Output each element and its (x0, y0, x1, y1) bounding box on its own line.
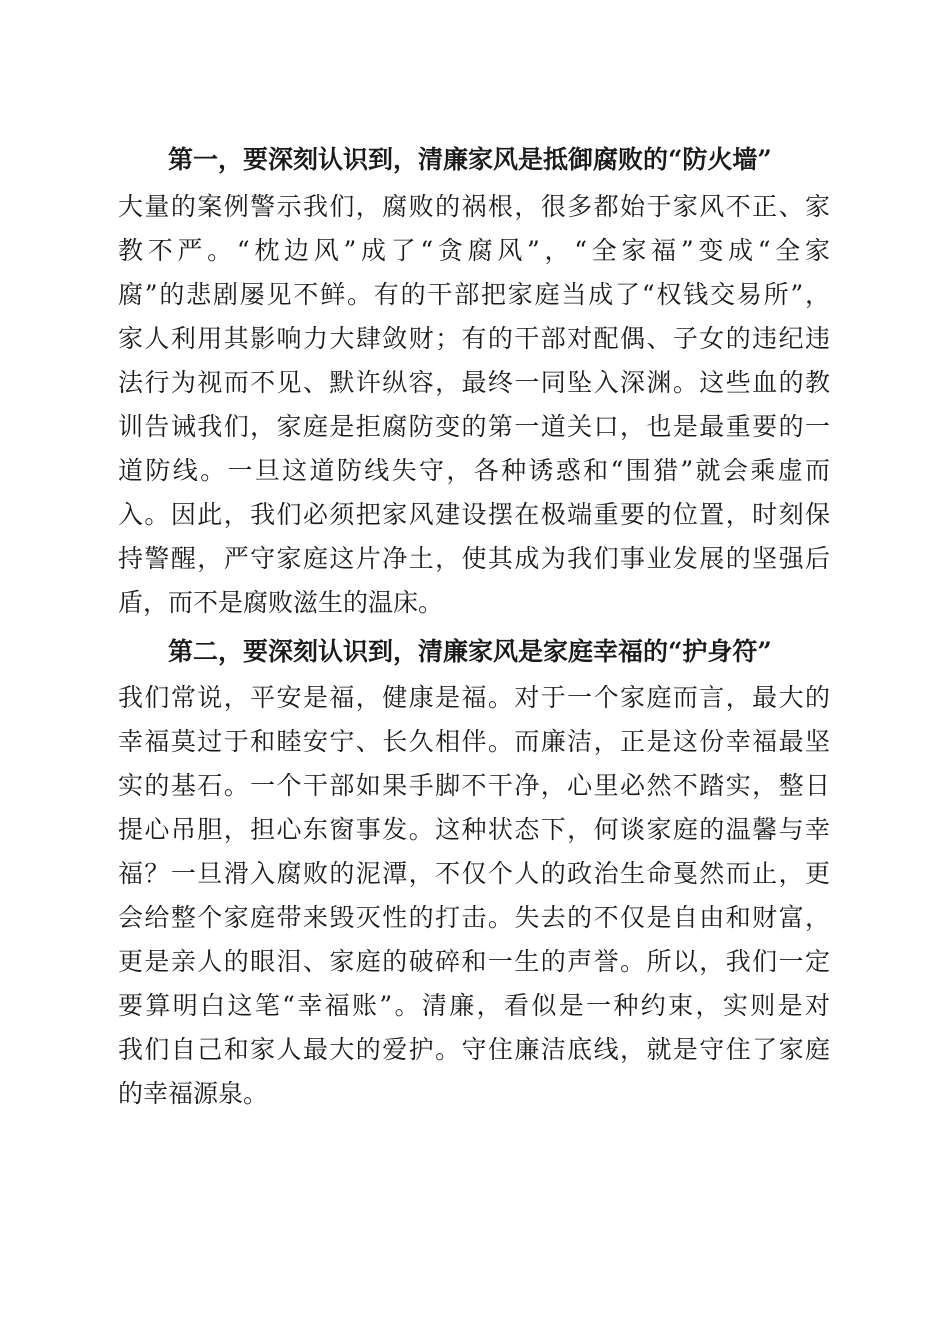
paragraph-line: 要算明白这笔“幸福账”。清廉，看似是一种约束，实则是对 (118, 991, 830, 1020)
paragraph-line: 家人利用其影响力大肆敛财；有的干部对配偶、子女的违纪违 (118, 324, 830, 353)
paragraph-line: 幸福莫过于和睦安宁、长久相伴。而廉洁，正是这份幸福最坚 (118, 727, 830, 756)
section-heading-2: 第二，要深刻认识到，清廉家风是家庭幸福的“护身符” (168, 637, 772, 666)
paragraph-line: 福？一旦滑入腐败的泥潭，不仅个人的政治生命戛然而止，更 (118, 859, 830, 888)
paragraph-line: 会给整个家庭带来毁灭性的打击。失去的不仅是自由和财富， (118, 903, 830, 932)
paragraph-line: 道防线。一旦这道防线失守，各种诱惑和“围猎”就会乘虚而 (118, 456, 830, 485)
section-heading-1: 第一，要深刻认识到，清廉家风是抵御腐败的“防火墙” (168, 145, 772, 174)
paragraph-line: 教不严。“枕边风”成了“贪腐风”，“全家福”变成“全家 (118, 236, 830, 265)
paragraph-line: 法行为视而不见、默许纵容，最终一同坠入深渊。这些血的教 (118, 368, 830, 397)
paragraph-line: 的幸福源泉。 (118, 1079, 269, 1108)
paragraph-line: 实的基石。一个干部如果手脚不干净，心里必然不踏实，整日 (118, 771, 830, 800)
paragraph-line: 盾，而不是腐败滋生的温床。 (118, 588, 444, 617)
paragraph-line: 腐”的悲剧屡见不鲜。有的干部把家庭当成了“权钱交易所”， (118, 280, 830, 309)
paragraph-line: 大量的案例警示我们，腐败的祸根，很多都始于家风不正、家 (118, 192, 830, 221)
paragraph-line: 提心吊胆，担心东窗事发。这种状态下，何谈家庭的温馨与幸 (118, 815, 830, 844)
paragraph-line: 持警醒，严守家庭这片净土，使其成为我们事业发展的坚强后 (118, 544, 830, 573)
paragraph-line: 训告诫我们，家庭是拒腐防变的第一道关口，也是最重要的一 (118, 412, 830, 441)
paragraph-line: 更是亲人的眼泪、家庭的破碎和一生的声誉。所以，我们一定 (118, 947, 830, 976)
paragraph-line: 我们自己和家人最大的爱护。守住廉洁底线，就是守住了家庭 (118, 1035, 830, 1064)
paragraph-line: 入。因此，我们必须把家风建设摆在极端重要的位置，时刻保 (118, 500, 830, 529)
paragraph-line: 我们常说，平安是福，健康是福。对于一个家庭而言，最大的 (118, 683, 830, 712)
